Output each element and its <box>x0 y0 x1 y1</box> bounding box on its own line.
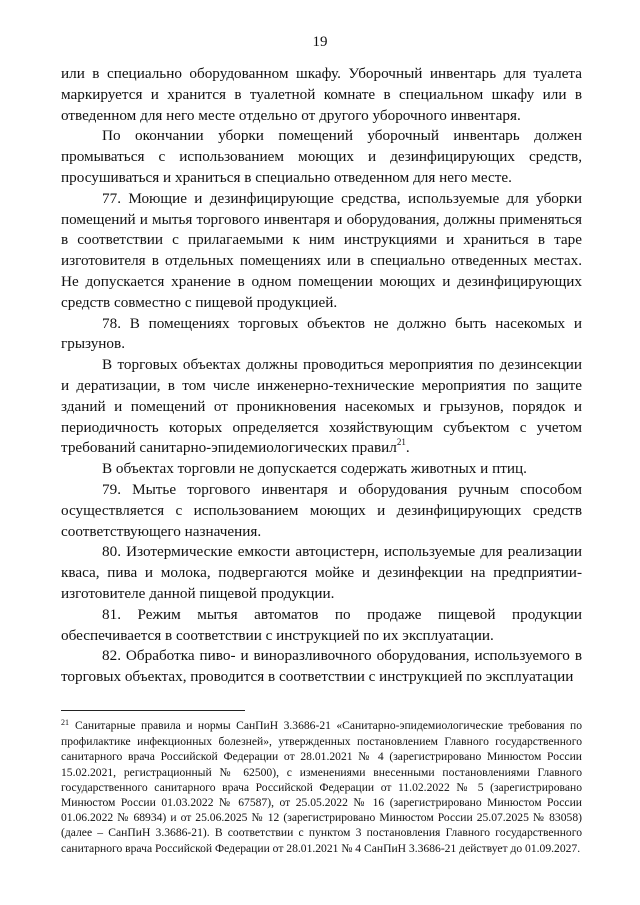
paragraph-item-81: 81. Режим мытья автоматов по продаже пищевой продукции обеспечивается в соответствии с инструкцией по их эксплуатации. <box>61 605 582 644</box>
paragraph-cleaning-inventory: По окончании уборки помещений уборочный инвентарь должен промываться с использованием моющих и дезинфицирующих средств, просушиваться и храниться в специально отведенном для него месте. <box>61 127 582 186</box>
paragraph-continuation: или в специально оборудованном шкафу. Уборочный инвентарь для туалета маркируется и хранится в туалетной комнате в специальном шкафу или в отведенном для него месте отдельно от другого уборочного инвентаря. <box>61 65 582 124</box>
pest-control-tail: . <box>405 439 410 457</box>
paragraph-item-77: 77. Моющие и дезинфицирующие средства, используемые для уборки помещений и мытья торгового инвентаря и оборудования, должны применяться в соответствии с прилагаемыми к ним инструкциями и храниться в таре изготовителя в отдельных помещениях или в специально отведенных местах. Не допускается хранение в одном помещении моющих и дезинфицирующих средств совместно с пищевой продукцией. <box>61 189 582 311</box>
paragraph-item-79: 79. Мытье торгового инвентаря и оборудования ручным способом осуществляется с использованием моющих и дезинфицирующих средств соответствующего назначения. <box>61 480 582 540</box>
footnote-reference[interactable]: 21 <box>396 437 406 448</box>
paragraph-pest-control <box>61 355 582 459</box>
pest-control-text: В торговых объектах должны проводиться мероприятия по дезинсекции и дератизации, в том числе инженерно-технические мероприятия по защите зданий и помещений от проникновения насекомых и грызунов, порядок и периодичность которых определяется хозяйствующим субъектом с учетом требований санитарно-эпидемиологических правил <box>61 356 582 457</box>
paragraph-item-80: 80. Изотермические емкости автоцистерн, используемые для реализации кваса, пива и молока, подвергаются мойке и дезинфекции на предприятии-изготовителе данной пищевой продукции. <box>61 543 582 602</box>
footnote-divider <box>61 710 245 711</box>
footnote-marker: 21 <box>61 718 69 727</box>
page-number: 19 <box>312 34 328 50</box>
paragraph-item-78: 78. В помещениях торговых объектов не должно быть насекомых и грызунов. <box>61 314 582 353</box>
paragraph-item-82: 82. Обработка пиво- и виноразливочного оборудования, используемого в торговых объектах, проводится в соответствии с инструкцией по эксплуатации <box>61 647 582 686</box>
paragraph-animals: В объектах торговли не допускается содержать животных и птиц. <box>102 460 527 478</box>
footnote <box>61 718 582 856</box>
body-text <box>61 64 582 688</box>
footnote-text: Санитарные правила и нормы СанПиН 3.3686-21 «Санитарно-эпидемиологические требования по профилактике инфекционных болезней», утвержденных постановлением Главного государственного санитарного врача Российской Федерации от 28.01.2021 № 4 (зарегистрировано Минюстом России 15.02.2021, регистрационный № 62500), с изменениями внесенными постановлениями Главного государственного санитарного врача Российской Федерации от 11.02.2022 № 5 (зарегистрировано Минюстом России 01.03.2022 № 67587), от 25.05.2022 № 16 (зарегистрировано Минюстом России 01.06.2022 № 68934) и от 25.06.2025 № 12 (зарегистрировано Минюстом России 25.07.2025 № 83058) (далее – СанПиН 3.3686-21). В соответствии с пунктом 3 постановления Главного государственного санитарного врача Российской Федерации от 28.01.2021 № 4 СанПиН 3.3686-21 действует до 01.09.2027. <box>61 719 582 855</box>
